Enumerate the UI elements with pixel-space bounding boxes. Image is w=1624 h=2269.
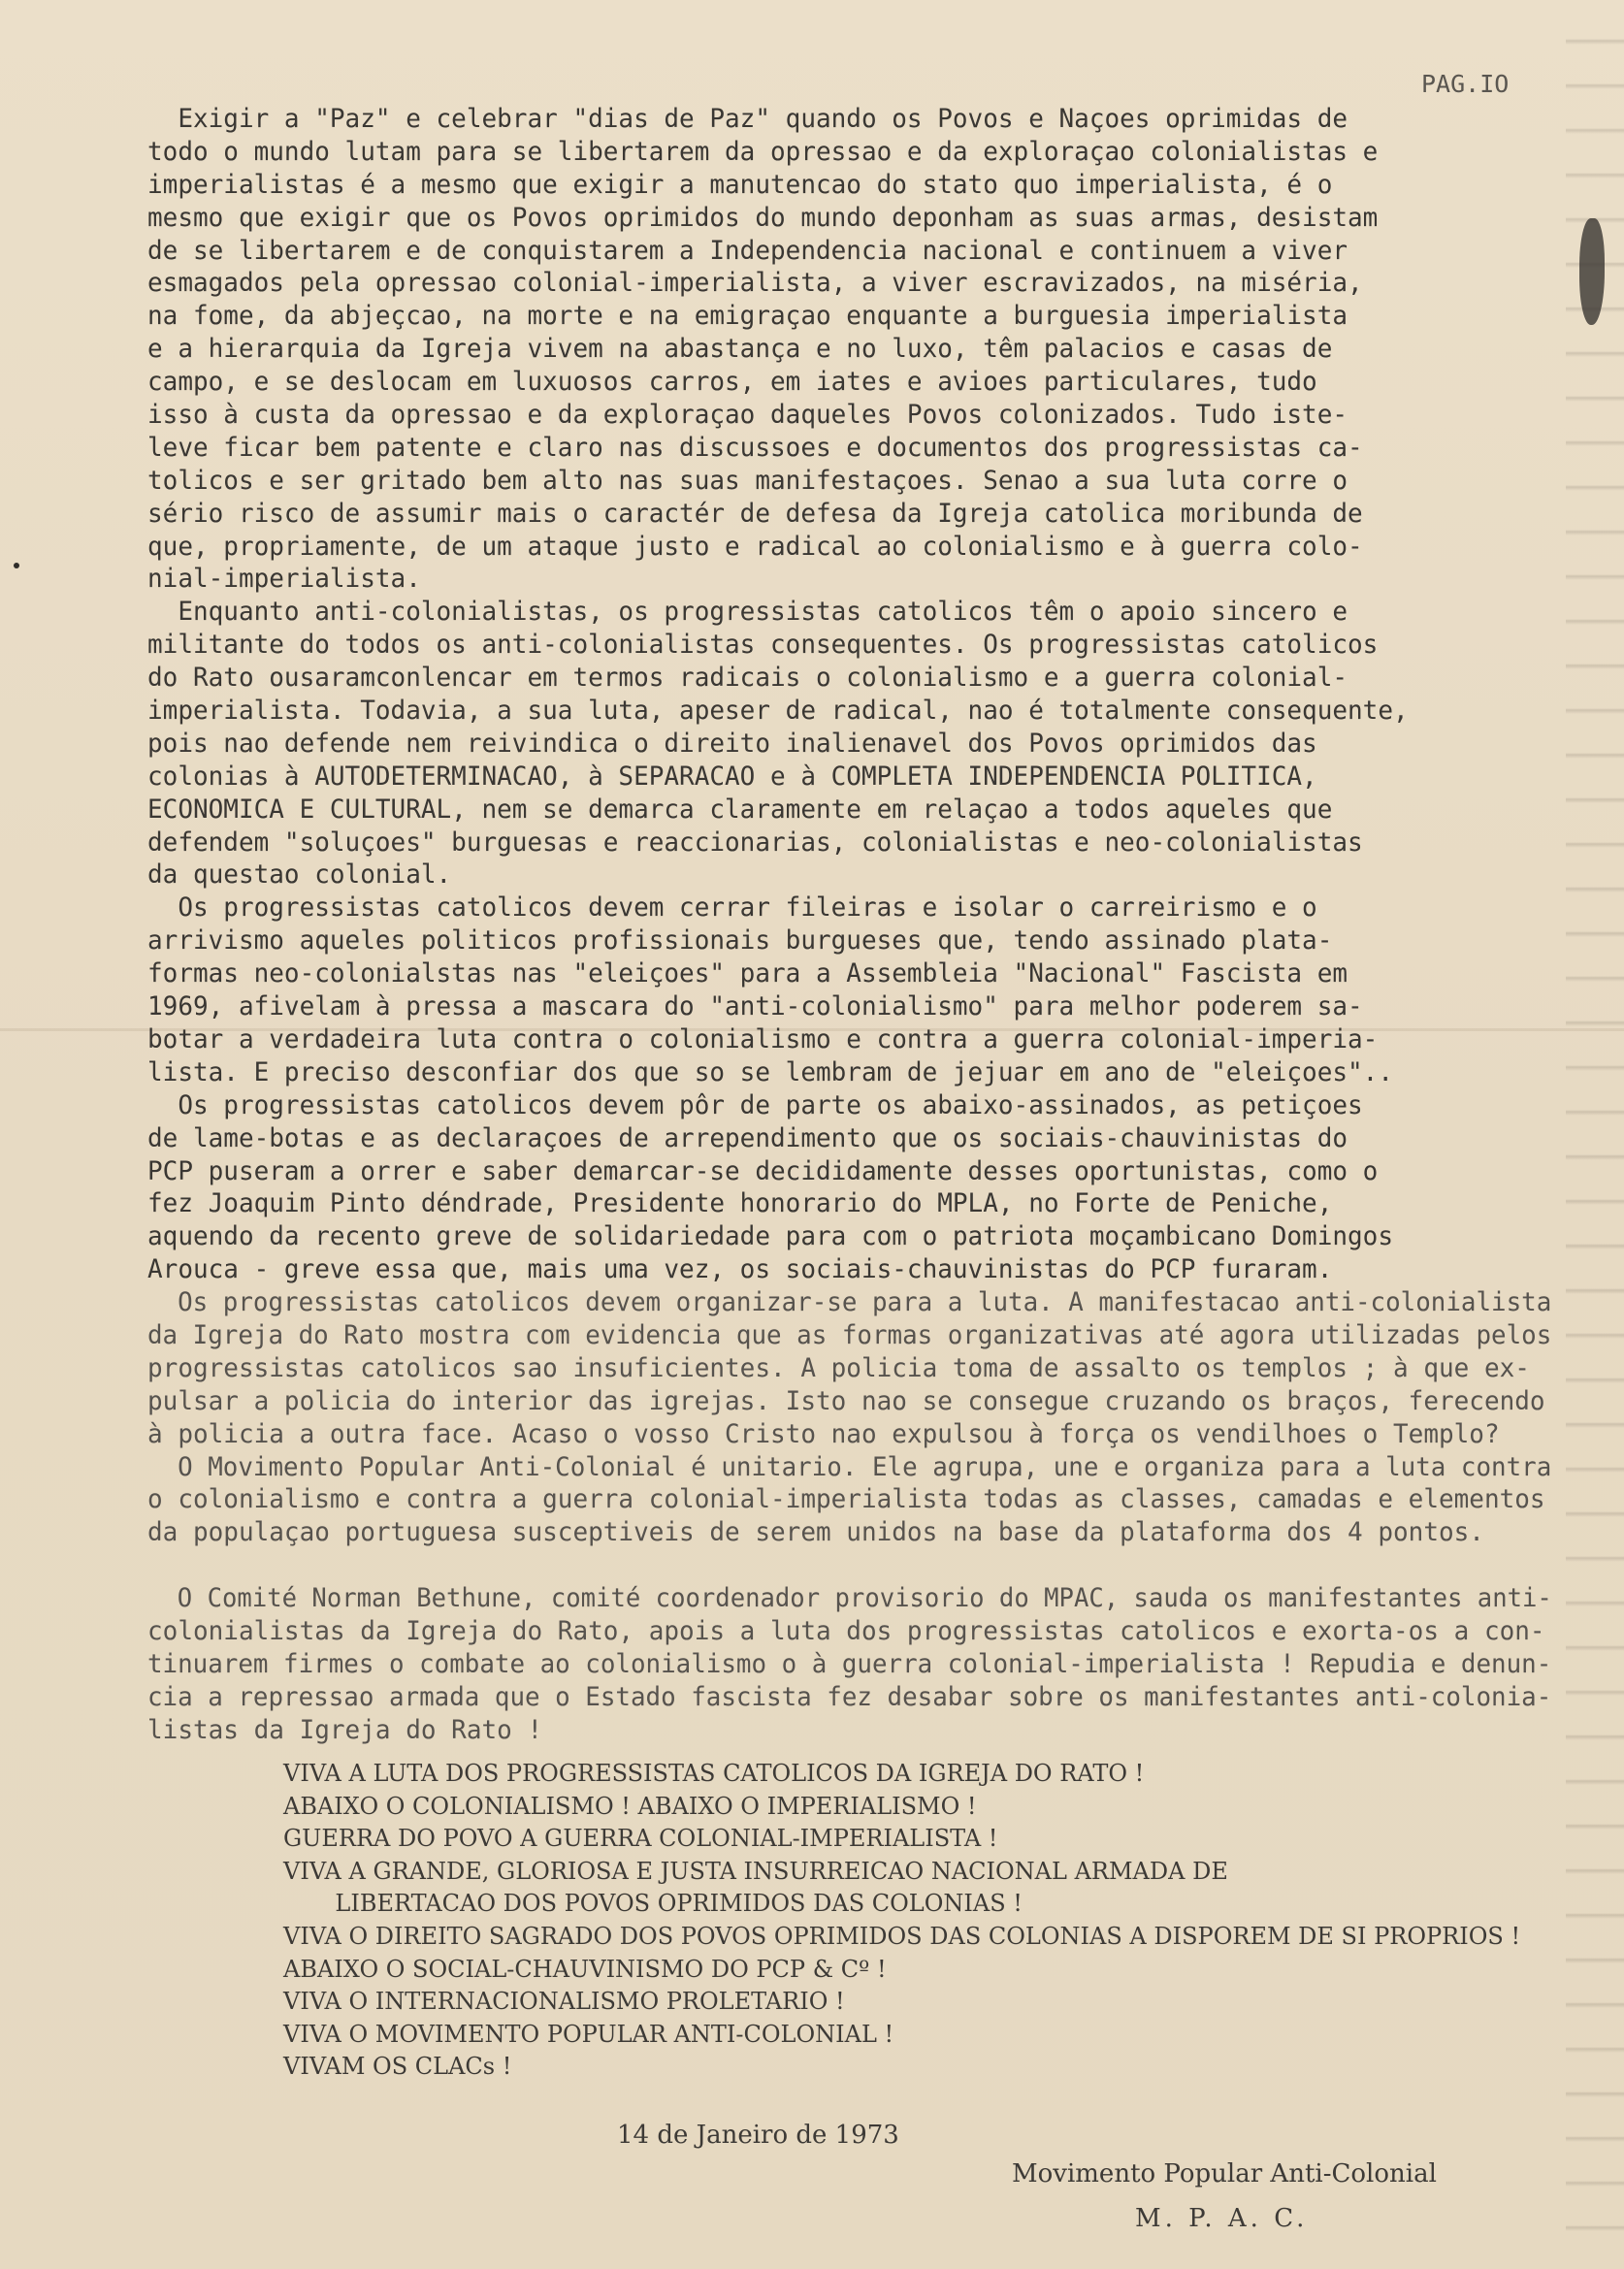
body-line: listas da Igreja do Rato !	[147, 1714, 543, 1745]
body-line: colonias à AUTODETERMINACAO, à SEPARACAO e à COMPLETA INDEPENDENCIA POLITICA,	[147, 761, 1317, 792]
body-line: ECONOMICA E CULTURAL, nem se demarca claramente em relaçao a todos aqueles que	[147, 794, 1333, 825]
body-line: O Comité Norman Bethune, comité coordenador provisorio do MPAC, sauda os manifestantes anti-	[147, 1583, 1552, 1614]
body-line: tolicos e ser gritado bem alto nas suas manifestaçoes. Senao a sua luta corre o	[147, 465, 1348, 496]
body-line: que, propriamente, de um ataque justo e radical ao colonialismo e à guerra colo-	[147, 531, 1363, 562]
body-line: de lame-botas e as declaraçoes de arrependimento que os sociais-chauvinistas do	[147, 1122, 1348, 1153]
body-line: da questao colonial.	[147, 859, 452, 891]
body-line: da populaçao portuguesa susceptiveis de serem unidos na base da plataforma dos 4 pontos.	[147, 1517, 1484, 1548]
signature-name: Movimento Popular Anti-Colonial	[1012, 2159, 1437, 2188]
body-line: à policia a outra face. Acaso o vosso Cristo nao expulsou à força os vendilhoes o Templo?	[147, 1418, 1500, 1449]
body-line: lista. E preciso desconfiar dos que so se lembram de jejuar em ano de "eleiçoes"..	[147, 1056, 1394, 1087]
body-line: do Rato ousaramconlencar em termos radicais o colonialismo e a guerra colonial-	[147, 663, 1348, 694]
body-line: O Movimento Popular Anti-Colonial é unitario. Ele agrupa, une e organiza para a luta contra	[147, 1451, 1552, 1482]
body-line: arrivismo aqueles politicos profissionais burgueses que, tendo assinado plata-	[147, 925, 1333, 956]
body-line	[147, 1549, 1551, 1582]
body-line: Arouca - greve essa que, mais uma vez, os sociais-chauvinistas do PCP furaram.	[147, 1254, 1333, 1285]
body-line: Enquanto anti-colonialistas, os progressistas catolicos têm o apoio sincero e	[147, 597, 1348, 628]
body-line: de se libertarem e de conquistarem a Independencia nacional e continuem a viver	[147, 235, 1348, 266]
document-date: 14 de Janeiro de 1973	[617, 2121, 899, 2150]
body-line: da Igreja do Rato mostra com evidencia que as formas organizativas até agora utilizadas pelos	[147, 1319, 1552, 1350]
body-line: Os progressistas catolicos devem cerrar fileiras e isolar o carreirismo e o	[147, 892, 1317, 924]
body-line: nial-imperialista.	[147, 564, 421, 595]
slogan-line: ABAIXO O SOCIAL-CHAUVINISMO DO PCP & Cº !	[283, 1955, 887, 1983]
slogan-line: GUERRA DO POVO A GUERRA COLONIAL-IMPERIALISTA !	[283, 1825, 998, 1853]
slogan-line: VIVA O INTERNACIONALISMO PROLETARIO !	[283, 1988, 845, 2016]
body-line: imperialista. Todavia, a sua luta, apeser de radical, nao é totalmente consequente,	[147, 696, 1409, 727]
body-line: militante do todos os anti-colonialistas consequentes. Os progressistas catolicos	[147, 630, 1379, 661]
body-line: na fome, da abjeçcao, na morte e na emigraçao enquante a burguesia imperialista	[147, 301, 1348, 332]
body-line: formas neo-colonialstas nas "eleiçoes" para a Assembleia "Nacional" Fascista em	[147, 958, 1348, 989]
page-number: PAG.IO	[1421, 70, 1510, 98]
body-line: leve ficar bem patente e claro nas discussoes e documentos dos progressistas ca-	[147, 432, 1363, 463]
slogan-line: VIVA O DIREITO SAGRADO DOS POVOS OPRIMIDOS DAS COLONIAS A DISPOREM DE SI PROPRIOS !	[283, 1922, 1521, 1950]
body-line: PCP puseram a orrer e saber demarcar-se decididamente desses oportunistas, como o	[147, 1155, 1379, 1186]
body-line: e a hierarquia da Igreja vivem na abastança e no luxo, têm palacios e casas de	[147, 334, 1333, 365]
signature-abbreviation: M. P. A. C.	[1135, 2204, 1309, 2233]
slogan-line: VIVA A LUTA DOS PROGRESSISTAS CATOLICOS DA IGREJA DO RATO !	[283, 1760, 1145, 1787]
body-line: mesmo que exigir que os Povos oprimidos do mundo deponham as suas armas, desistam	[147, 202, 1379, 233]
body-line: tinuarem firmes o combate ao colonialismo o à guerra colonial-imperialista ! Repudia e denun-	[147, 1648, 1552, 1679]
body-line: sério risco de assumir mais o caractér de defesa da Igreja catolica moribunda de	[147, 498, 1363, 529]
body-line: Exigir a "Paz" e celebrar "dias de Paz" quando os Povos e Naçoes oprimidas de	[147, 104, 1348, 134]
body-line: fez Joaquim Pinto déndrade, Presidente honorario do MPLA, no Forte de Peniche,	[147, 1188, 1333, 1219]
ink-dot	[14, 563, 19, 568]
body-line: Os progressistas catolicos devem pôr de parte os abaixo-assinados, as petiçoes	[147, 1089, 1363, 1120]
body-line: progressistas catolicos sao insuficientes. A policia toma de assalto os templos ; à que ex-	[147, 1352, 1530, 1383]
body-line: campo, e se deslocam em luxuosos carros, em iates e avioes particulares, tudo	[147, 367, 1317, 398]
slogan-line: LIBERTACAO DOS POVOS OPRIMIDOS DAS COLONIAS !	[283, 1890, 1023, 1918]
body-line: Os progressistas catolicos devem organizar-se para a luta. A manifestacao anti-colonialista	[147, 1287, 1552, 1318]
body-line: o colonialismo e contra a guerra colonial-imperialista todas as classes, camadas e elementos	[147, 1484, 1545, 1515]
slogan-line: VIVAM OS CLACs !	[283, 2053, 512, 2081]
body-line: aquendo da recento greve de solidariedade para com o patriota moçambicano Domingos	[147, 1221, 1394, 1252]
body-line: pulsar a policia do interior das igrejas. Isto nao se consegue cruzando os braços, ferecendo	[147, 1385, 1545, 1416]
slogan-line: ABAIXO O COLONIALISMO ! ABAIXO O IMPERIALISMO !	[283, 1792, 977, 1820]
body-text	[147, 103, 1583, 1747]
body-line: defendem "soluçoes" burguesas e reaccionarias, colonialistas e neo-colonialistas	[147, 827, 1363, 858]
body-line: imperialistas é a mesmo que exigir a manutencao do stato quo imperialista, é o	[147, 169, 1333, 200]
body-line: cia a repressao armada que o Estado fascista fez desabar sobre os manifestantes anti-colonia-	[147, 1681, 1552, 1712]
body-line: esmagados pela opressao colonial-imperialista, a viver escravizados, na miséria,	[147, 268, 1363, 299]
body-line: botar a verdadeira luta contra o colonialismo e contra a guerra colonial-imperia-	[147, 1023, 1379, 1054]
slogan-list	[283, 1758, 1544, 2084]
slogan-line: VIVA A GRANDE, GLORIOSA E JUSTA INSURREICAO NACIONAL ARMADA DE	[283, 1857, 1228, 1885]
slogan-line: VIVA O MOVIMENTO POPULAR ANTI-COLONIAL !	[283, 2020, 894, 2048]
body-line: colonialistas da Igreja do Rato, apois a luta dos progressistas catolicos e exorta-os a con-	[147, 1615, 1545, 1646]
body-line: isso à custa da opressao e da exploraçao daqueles Povos colonizados. Tudo iste-	[147, 400, 1348, 431]
body-line: todo o mundo lutam para se libertarem da opressao e da exploraçao colonialistas e	[147, 136, 1379, 167]
body-line: 1969, afivelam à pressa a mascara do "anti-colonialismo" para melhor poderem sa-	[147, 991, 1363, 1022]
body-line: pois nao defende nem reivindica o direito inalienavel dos Povos oprimidos das	[147, 728, 1317, 759]
